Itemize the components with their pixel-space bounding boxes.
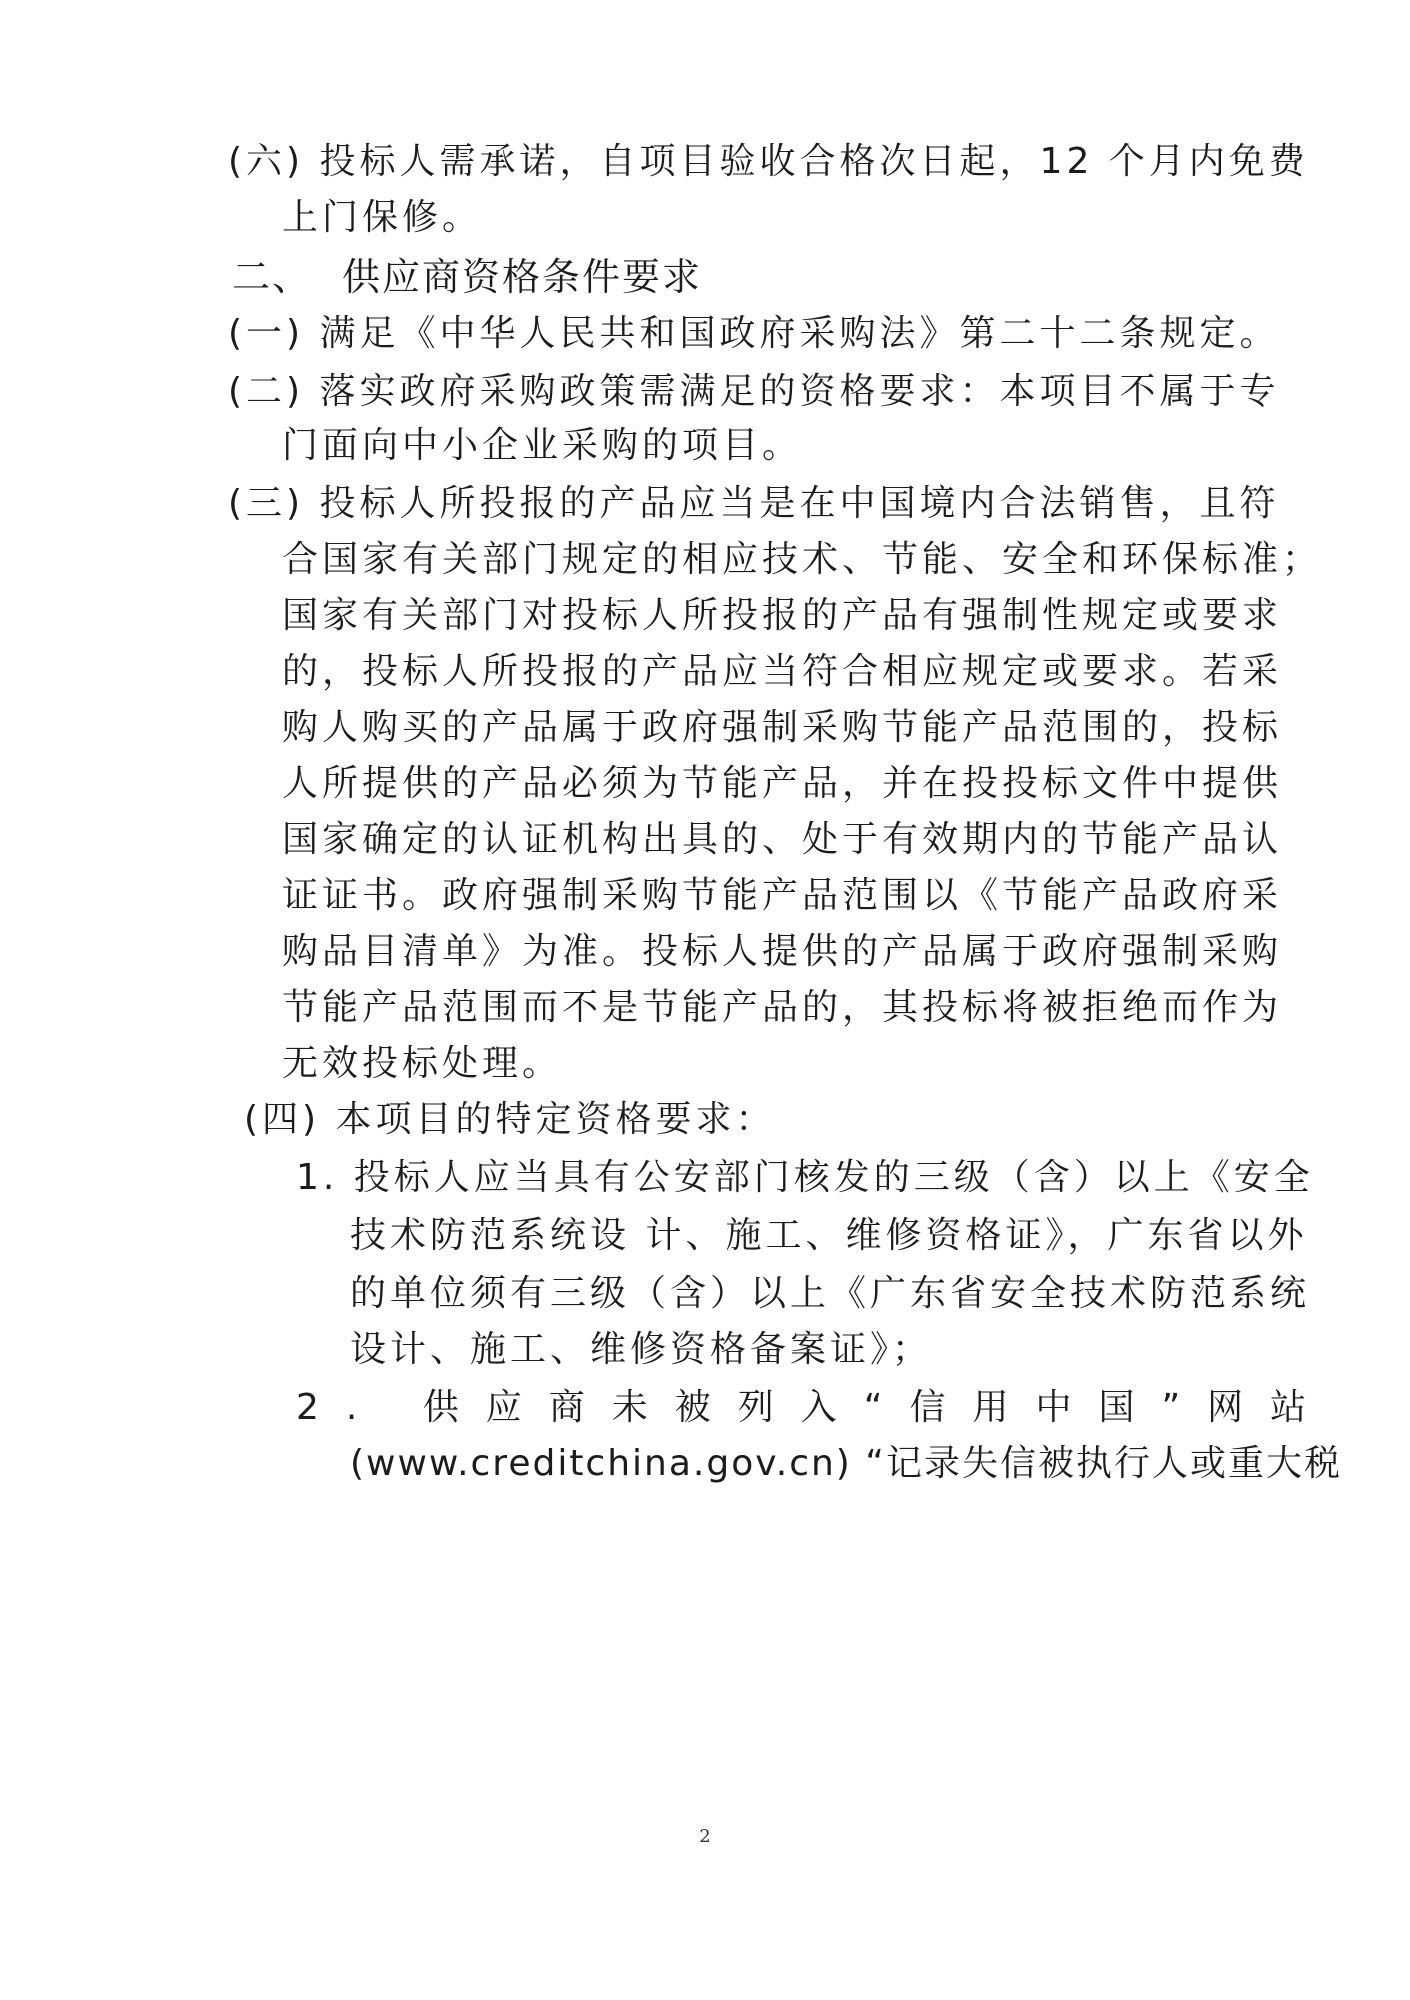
section-number: 二、 <box>232 255 313 299</box>
paragraph-line: 合国家有关部门规定的相应技术、节能、安全和环保标准； <box>282 539 1323 580</box>
section-title: 供应商资格条件要求 <box>342 255 703 299</box>
paragraph-line: (三) 投标人所投报的产品应当是在中国境内合法销售，且符 <box>228 483 1280 524</box>
paragraph-line: 人所提供的产品必须为节能产品，并在投投标文件中提供 <box>282 763 1283 804</box>
list-item-line: 2. 供应商未被列入“信用中国”网站 <box>296 1387 1334 1428</box>
paragraph-line: (六) 投标人需承诺，自项目验收合格次日起，12 个月内免费 <box>228 141 1309 182</box>
paragraph-line: 购人购买的产品属于政府强制采购节能产品范围的，投标 <box>282 707 1283 748</box>
paragraph-line: (一) 满足《中华人民共和国政府采购法》第二十二条规定。 <box>228 313 1280 354</box>
list-item-line: 技术防范系统设 计、施工、维修资格证》，广东省以外 <box>350 1215 1308 1256</box>
list-item-line: 设计、施工、维修资格备案证》； <box>350 1329 933 1370</box>
page-number: 2 <box>699 1826 711 1847</box>
paragraph-line: 证证书。政府强制采购节能产品范围以《节能产品政府采 <box>282 875 1283 916</box>
list-item-line: (www.creditchina.gov.cn) “记录失信被执行人或重大税 <box>350 1443 1342 1484</box>
paragraph-line: 节能产品范围而不是节能产品的，其投标将被拒绝而作为 <box>282 987 1283 1028</box>
list-item-line: 1. 投标人应当具有公安部门核发的三级（含）以上《安全 <box>296 1157 1314 1198</box>
paragraph-line: 国家确定的认证机构出具的、处于有效期内的节能产品认 <box>282 819 1283 860</box>
paragraph-line: (二) 落实政府采购政策需满足的资格要求：本项目不属于专 <box>228 371 1280 412</box>
paragraph-line: 上门保修。 <box>282 197 483 238</box>
paragraph-line: 门面向中小企业采购的项目。 <box>282 425 803 466</box>
paragraph-line: 无效投标处理。 <box>282 1043 563 1084</box>
list-item-line: 的单位须有三级（含）以上《广东省安全技术防范系统 <box>350 1273 1311 1314</box>
paragraph-line: 购品目清单》为准。投标人提供的产品属于政府强制采购 <box>282 931 1283 972</box>
paragraph-line: 的，投标人所投报的产品应当符合相应规定或要求。若采 <box>282 651 1283 692</box>
paragraph-line: 国家有关部门对投标人所投报的产品有强制性规定或要求 <box>282 595 1283 636</box>
paragraph-line: (四) 本项目的特定资格要求： <box>244 1099 776 1140</box>
section-heading <box>232 255 702 299</box>
